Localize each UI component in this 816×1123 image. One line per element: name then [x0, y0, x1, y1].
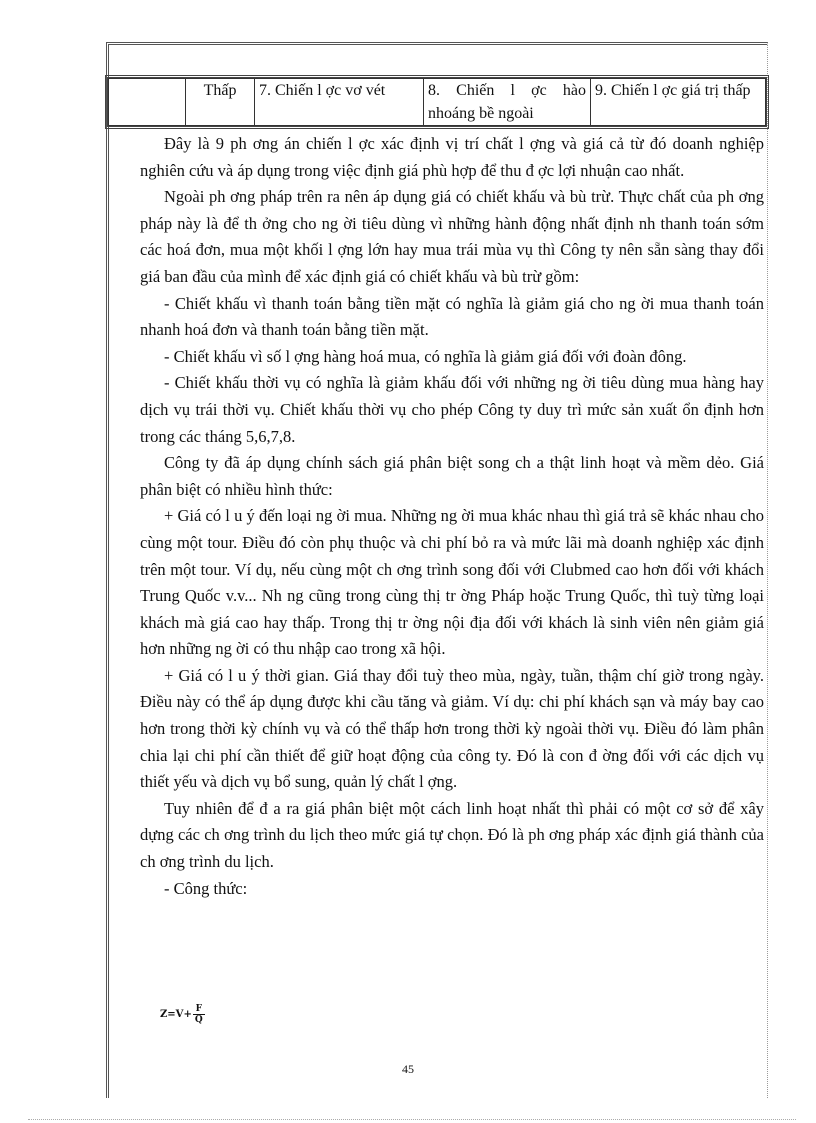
table-cell-strategy-9: 9. Chiến l ợc giá trị thấp [591, 79, 766, 126]
paragraph: + Giá có l u ý thời gian. Giá thay đổi tuỳ theo mùa, ngày, tuần, thậm chí giờ trong ngày. Điều này có thể áp dụng được khi cầu tăng và giảm. Ví dụ: chi phí khách sạn và máy bay cao hơn trong thời kỳ chính vụ và có thể thấp hơn trong thời kỳ ngoài thời vụ. Điều đó làm phân chia lại chi phí cần thiết để giữ hoạt động của công ty. Đó là con đ ờng đối với các dịch vụ thiết yếu và dịch vụ bổ sung, quản lý chất l ợng. [140, 665, 764, 792]
page-bottom-divider [28, 1119, 796, 1120]
table-cell-empty [109, 79, 186, 126]
paragraph: - Chiết khấu vì số l ợng hàng hoá mua, có nghĩa là giảm giá đối với đoàn đông. [164, 346, 687, 366]
formula-fraction [193, 1004, 205, 1025]
formula-denominator: Q [194, 1015, 203, 1025]
table-cell-strategy-7: 7. Chiến l ợc vơ vét [255, 79, 424, 126]
body-text [140, 131, 764, 902]
paragraph: Tuy nhiên để đ a ra giá phân biệt một cách linh hoạt nhất thì phải có một cơ sở để xây dựng các ch ơng trình du lịch theo mức giá tự chọn. Đó là ph ơng pháp xác định giá thành của ch ơng trình du lịch. [140, 798, 764, 872]
paragraph: + Giá có l u ý đến loại ng ời mua. Những ng ời mua khác nhau thì giá trả sẽ khác nhau cho cùng một tour. Điều đó còn phụ thuộc và chi phí bỏ ra và mức lãi mà doanh nghiệp xác định trên một tour. Ví dụ, nếu cùng một ch ơng trình song đối với Clubmed cao hơn đối với khách Trung Quốc v.v... Nh ng cũng trong cùng thị tr ờng Pháp hoặc Trung Quốc, thì tuỳ từng loại khách mà giá cao hay thấp. Trong thị tr ờng nội địa đối với khách là sinh viên nên giảm giá hơn những ng ời có thu nhập cao trong xã hội. [140, 506, 764, 659]
paragraph: Công ty đã áp dụng chính sách giá phân biệt song ch a thật linh hoạt và mềm dẻo. Giá phân biệt có nhiều hình thức: [140, 453, 764, 499]
strategy-table-grid [108, 78, 766, 126]
paragraph: Đây là 9 ph ơng án chiến l ợc xác định vị trí chất l ợng và giá cả từ đó doanh nghiệp nghiên cứu và áp dụng trong việc định giá phù hợp để thu đ ợc lợi nhuận cao nhất. [140, 134, 764, 180]
table-cell-strategy-8: 8. Chiến l ợc hào nhoáng bề ngoài [424, 79, 591, 126]
strategy-table [108, 78, 766, 126]
table-cell-quality-low: Thấp [186, 79, 255, 126]
paragraph: - Chiết khấu vì thanh toán bằng tiền mặt có nghĩa là giảm giá cho ng ời mua thanh toán nhanh hoá đơn và thanh toán bằng tiền mặt. [140, 293, 764, 340]
formula-numerator: F [195, 1004, 203, 1014]
paragraph: Ngoài ph ơng pháp trên ra nên áp dụng giá có chiết khấu và bù trừ. Thực chất của ph ơng pháp này là để th ởng cho ng ời tiêu dùng vì những hành động nhất định nh thanh toán sớm các hoá đơn, mua một khối l ợng lớn hay mua trái mùa vụ thì Công ty nên sẵn sàng thay đổi giá ban đầu của mình để xác định giá có chiết khấu và bù trừ gồm: [140, 187, 764, 286]
table-row [109, 79, 766, 126]
paragraph: - Chiết khấu thời vụ có nghĩa là giảm khấu đối với những ng ời tiêu dùng mua hàng hay dịch vụ trái thời vụ. Chiết khấu thời vụ cho phép Công ty duy trì mức sản xuất ổn định hơn trong các tháng 5,6,7,8. [140, 373, 764, 446]
cost-formula [160, 1004, 205, 1025]
page-number: 45 [402, 1062, 414, 1076]
formula-lhs: Z=V+ [160, 1009, 192, 1020]
paragraph: - Công thức: [164, 878, 248, 898]
